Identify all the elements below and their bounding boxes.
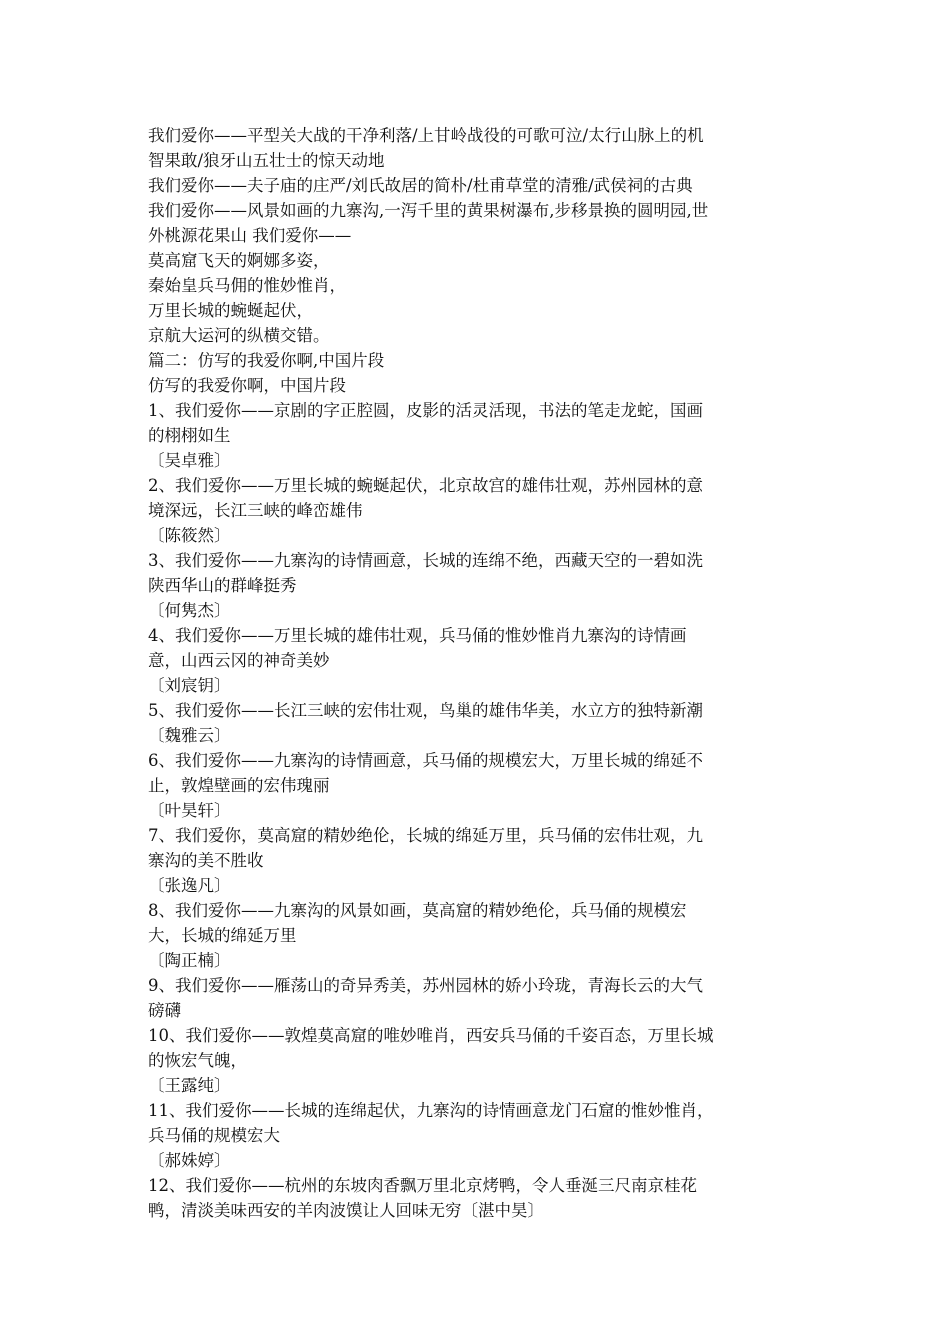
text-line: 陕西华山的群峰挺秀 (148, 576, 297, 595)
section-title: 篇二：仿写的我爱你啊,中国片段 (148, 351, 385, 370)
author-name: 〔叶昊轩〕 (148, 801, 231, 820)
text-line: 磅礴 (148, 1001, 181, 1020)
author-name: 〔陶正楠〕 (148, 951, 231, 970)
text-line: 11、我们爱你——长城的连绵起伏，九寨沟的诗情画意龙门石窟的惟妙惟肖， (148, 1101, 714, 1120)
text-line: 的恢宏气魄， (148, 1051, 247, 1070)
author-name: 〔郝姝婷〕 (148, 1151, 231, 1170)
text-line: 8、我们爱你——九寨沟的风景如画，莫高窟的精妙绝伦，兵马俑的规模宏 (148, 901, 687, 920)
author-name: 〔王露纯〕 (148, 1076, 231, 1095)
text-line: 7、我们爱你，莫高窟的精妙绝伦，长城的绵延万里，兵马俑的宏伟壮观，九 (148, 826, 703, 845)
text-line: 1、我们爱你——京剧的字正腔圆，皮影的活灵活现，书法的笔走龙蛇，国画 (148, 401, 703, 420)
author-name: 〔何隽杰〕 (148, 601, 231, 620)
text-line: 我们爱你——夫子庙的庄严/刘氏故居的简朴/杜甫草堂的清雅/武侯祠的古典 (148, 176, 693, 195)
author-name: 〔陈筱然〕 (148, 526, 231, 545)
document-body (148, 123, 808, 1223)
text-line: 大，长城的绵延万里 (148, 926, 297, 945)
text-line: 秦始皇兵马佣的惟妙惟肖， (148, 276, 346, 295)
section-subtitle: 仿写的我爱你啊，中国片段 (148, 376, 346, 395)
author-name: 〔张逸凡〕 (148, 876, 231, 895)
text-line: 10、我们爱你——敦煌莫高窟的唯妙唯肖，西安兵马俑的千姿百态，万里长城 (148, 1026, 714, 1045)
text-line: 外桃源花果山 我们爱你—— (148, 226, 352, 245)
text-line: 止，敦煌壁画的宏伟瑰丽 (148, 776, 330, 795)
text-line: 境深远，长江三峡的峰峦雄伟 (148, 501, 363, 520)
text-line: 鸭，清淡美味西安的羊肉波馍让人回味无穷〔湛中昊〕 (148, 1201, 544, 1220)
text-line: 智果敢/狼牙山五壮士的惊天动地 (148, 151, 385, 170)
author-name: 〔吴卓雅〕 (148, 451, 231, 470)
text-line: 2、我们爱你——万里长城的蜿蜒起伏，北京故宫的雄伟壮观，苏州园林的意 (148, 476, 703, 495)
text-line: 我们爱你——平型关大战的干净利落/上甘岭战役的可歌可泣/太行山脉上的机 (148, 126, 704, 145)
text-line: 5、我们爱你——长江三峡的宏伟壮观，鸟巢的雄伟华美，水立方的独特新潮 (148, 701, 703, 720)
text-line: 我们爱你——风景如画的九寨沟,一泻千里的黄果树瀑布,步移景换的圆明园,世 (148, 201, 709, 220)
text-line: 兵马俑的规模宏大 (148, 1126, 280, 1145)
text-line: 莫高窟飞天的婀娜多姿， (148, 251, 330, 270)
text-line: 京航大运河的纵横交错。 (148, 326, 330, 345)
text-line: 3、我们爱你——九寨沟的诗情画意，长城的连绵不绝，西藏天空的一碧如洗 (148, 551, 703, 570)
text-line: 6、我们爱你——九寨沟的诗情画意，兵马俑的规模宏大，万里长城的绵延不 (148, 751, 703, 770)
text-line: 的栩栩如生 (148, 426, 231, 445)
text-line: 意，山西云冈的神奇美妙 (148, 651, 330, 670)
text-line: 寨沟的美不胜收 (148, 851, 264, 870)
text-line: 9、我们爱你——雁荡山的奇异秀美，苏州园林的娇小玲珑，青海长云的大气 (148, 976, 703, 995)
author-name: 〔刘宸钥〕 (148, 676, 231, 695)
text-line: 4、我们爱你——万里长城的雄伟壮观，兵马俑的惟妙惟肖九寨沟的诗情画 (148, 626, 687, 645)
text-line: 万里长城的蜿蜒起伏， (148, 301, 313, 320)
author-name: 〔魏雅云〕 (148, 726, 231, 745)
text-line: 12、我们爱你——杭州的东坡肉香飘万里北京烤鸭，令人垂涎三尺南京桂花 (148, 1176, 697, 1195)
